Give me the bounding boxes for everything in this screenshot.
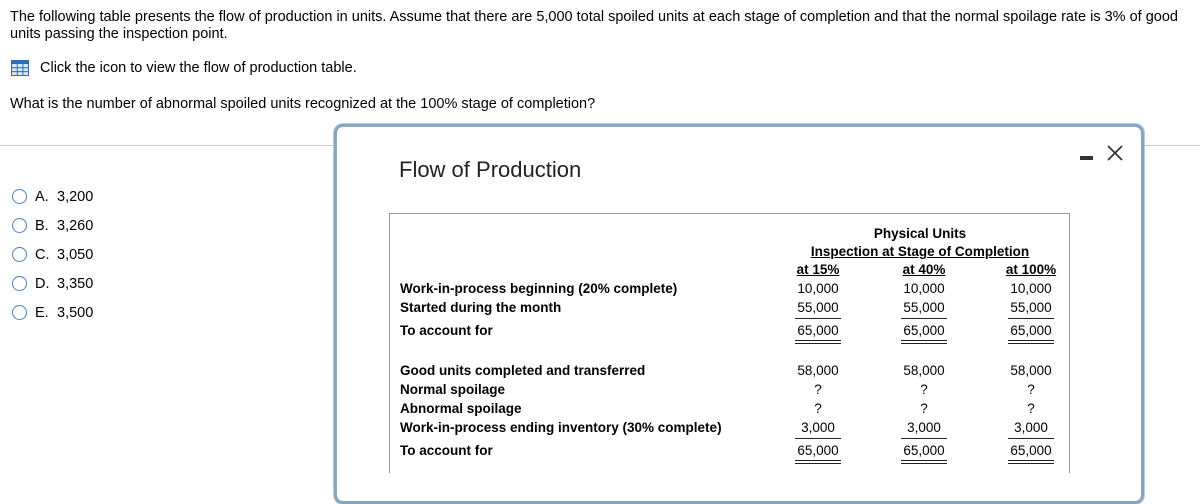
divider — [1142, 145, 1200, 146]
option-value: 3,260 — [57, 217, 94, 234]
table-cell: ? — [1027, 401, 1035, 416]
table-cell: 65,000 — [797, 443, 839, 458]
row-label: Good units completed and transferred — [400, 363, 646, 378]
table-cell: ? — [814, 401, 822, 416]
option-d[interactable] — [12, 269, 93, 298]
total-double-rule — [795, 460, 841, 464]
table-cell: ? — [920, 401, 928, 416]
view-table-link[interactable] — [11, 60, 357, 76]
table-cell: 55,000 — [1010, 300, 1052, 315]
view-table-link-text[interactable]: Click the icon to view the flow of production table. — [40, 60, 357, 76]
option-letter: D. — [35, 275, 50, 292]
flow-of-production-dialog — [334, 124, 1144, 504]
table-header-physical-units: Physical Units — [873, 226, 967, 241]
flow-of-production-table — [389, 213, 1070, 473]
row-label: To account for — [400, 443, 493, 458]
row-label: Work-in-process beginning (20% complete) — [400, 281, 678, 296]
subtotal-rule — [901, 318, 947, 319]
column-header: at 40% — [902, 262, 946, 277]
row-label: Abnormal spoilage — [400, 401, 522, 416]
table-cell: 65,000 — [903, 443, 945, 458]
table-cell: 65,000 — [903, 323, 945, 338]
option-letter: E. — [35, 304, 49, 321]
table-cell: 3,000 — [907, 420, 941, 435]
table-grid-icon[interactable] — [11, 60, 29, 76]
table-cell: ? — [814, 382, 822, 397]
option-letter: C. — [35, 246, 50, 263]
table-cell: 58,000 — [903, 363, 945, 378]
subtotal-rule — [1008, 318, 1054, 319]
radio-button[interactable] — [12, 276, 27, 291]
total-double-rule — [1008, 460, 1054, 464]
option-value: 3,350 — [57, 275, 94, 292]
total-double-rule — [901, 340, 947, 344]
subtotal-rule — [901, 438, 947, 439]
subtotal-rule — [1008, 438, 1054, 439]
radio-button[interactable] — [12, 218, 27, 233]
table-cell: 58,000 — [797, 363, 839, 378]
table-cell: 58,000 — [1010, 363, 1052, 378]
column-header: at 100% — [1005, 262, 1057, 277]
total-double-rule — [795, 340, 841, 344]
option-letter: A. — [35, 188, 49, 205]
option-letter: B. — [35, 217, 49, 234]
dialog-title: Flow of Production — [399, 157, 582, 182]
option-value: 3,200 — [57, 188, 94, 205]
row-label: To account for — [400, 323, 493, 338]
table-cell: 55,000 — [903, 300, 945, 315]
question-text: What is the number of abnormal spoiled units recognized at the 100% stage of completion? — [10, 96, 596, 112]
row-label: Started during the month — [400, 300, 562, 315]
close-button[interactable] — [1103, 141, 1127, 165]
table-cell: 10,000 — [1010, 281, 1052, 296]
divider — [0, 145, 336, 146]
option-e[interactable] — [12, 298, 93, 327]
table-cell: 10,000 — [903, 281, 945, 296]
row-label: Normal spoilage — [400, 382, 506, 397]
radio-button[interactable] — [12, 189, 27, 204]
option-a[interactable] — [12, 182, 93, 211]
table-cell: 10,000 — [797, 281, 839, 296]
minimize-button[interactable] — [1075, 143, 1099, 167]
subtotal-rule — [795, 438, 841, 439]
total-double-rule — [1008, 340, 1054, 344]
subtotal-rule — [795, 318, 841, 319]
minimize-icon — [1080, 156, 1093, 160]
table-cell: 65,000 — [1010, 323, 1052, 338]
option-c[interactable] — [12, 240, 93, 269]
total-double-rule — [901, 460, 947, 464]
table-cell: 3,000 — [801, 420, 835, 435]
table-cell: ? — [920, 382, 928, 397]
answer-options — [12, 182, 93, 327]
problem-intro: The following table presents the flow of production in units. Assume that there are 5,000 total spoiled units at each stage of completion and that the normal spoilage rate is 3% of good units passing the inspection point. — [10, 9, 1178, 42]
table-header-inspection: Inspection at Stage of Completion — [810, 244, 1030, 259]
column-header: at 15% — [796, 262, 840, 277]
option-b[interactable] — [12, 211, 93, 240]
close-icon — [1103, 141, 1127, 165]
option-value: 3,050 — [57, 246, 94, 263]
option-value: 3,500 — [57, 304, 94, 321]
table-cell: 3,000 — [1014, 420, 1048, 435]
table-cell: ? — [1027, 382, 1035, 397]
row-label: Work-in-process ending inventory (30% complete) — [400, 420, 722, 435]
table-cell: 65,000 — [797, 323, 839, 338]
table-cell: 65,000 — [1010, 443, 1052, 458]
table-cell: 55,000 — [797, 300, 839, 315]
radio-button[interactable] — [12, 247, 27, 262]
radio-button[interactable] — [12, 305, 27, 320]
